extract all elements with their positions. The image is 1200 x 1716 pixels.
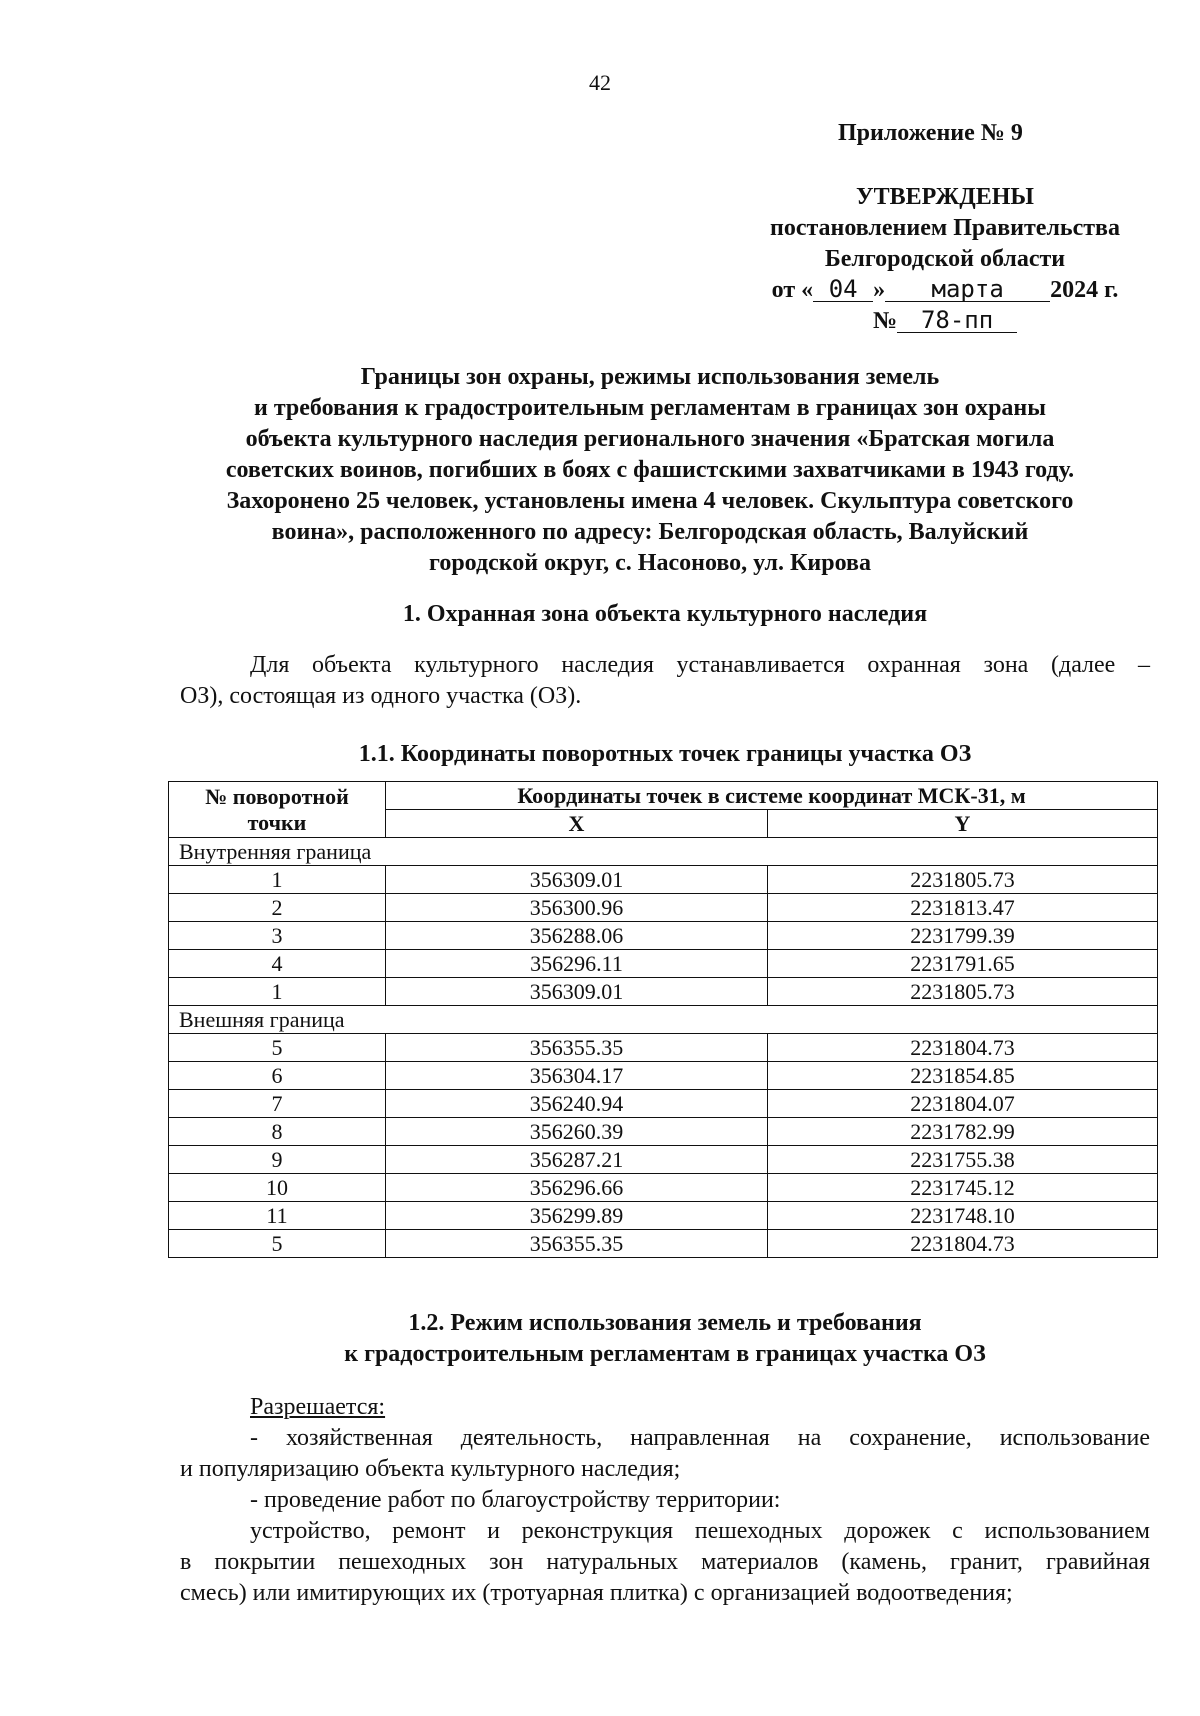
outer-boundary-label: Внешняя граница: [169, 1006, 1158, 1034]
heading-line: 1.2. Режим использования земель и требования: [408, 1310, 922, 1336]
header-coordinates: Координаты точек в системе координат МСК-31, м: [386, 782, 1158, 810]
section-1-heading: 1. Охранная зона объекта культурного наследия: [402, 601, 928, 627]
date-year: 2024 г.: [1050, 277, 1119, 303]
approval-heading: УТВЕРЖДЕНЫ: [856, 184, 1034, 210]
list-item-continuation: смесь) или имитирующих их (тротуарная плитка) с организацией водоотведения;: [180, 1580, 1013, 1606]
table-row: 6 356304.17 2231854.85: [169, 1062, 1158, 1090]
section-1-1-heading: 1.1. Координаты поворотных точек границы участка ОЗ: [358, 741, 972, 767]
table-row: 2 356300.96 2231813.47: [169, 894, 1158, 922]
section-1-2-body: [180, 1392, 1150, 1609]
inner-boundary-label: Внутренняя граница: [169, 838, 1158, 866]
table-row: 5 356355.35 2231804.73: [169, 1034, 1158, 1062]
table-row: 1 356309.01 2231805.73: [169, 866, 1158, 894]
approval-date: [700, 275, 1190, 306]
list-item-continuation: в покрытии пешеходных зон натуральных материалов (камень, гранит, гравийная: [180, 1549, 1150, 1575]
table-row: 11 356299.89 2231748.10: [169, 1202, 1158, 1230]
coordinates-table: [168, 781, 1158, 1258]
document-title: [150, 362, 1150, 579]
title-line: и требования к градостроительным регламентам в границах зон охраны: [254, 395, 1046, 421]
table-row: 5 356355.35 2231804.73: [169, 1230, 1158, 1258]
header-x: X: [386, 810, 768, 838]
section-1-paragraph: [180, 650, 1150, 712]
heading-line: к градостроительным регламентам в границах участка ОЗ: [344, 1341, 986, 1367]
number-value: 78-пп: [897, 308, 1017, 333]
allowed-label: Разрешается:: [250, 1394, 386, 1420]
table-row: 7 356240.94 2231804.07: [169, 1090, 1158, 1118]
list-item-continuation: и популяризацию объекта культурного наследия;: [180, 1456, 681, 1482]
paragraph-line: ОЗ), состоящая из одного участка (ОЗ).: [180, 683, 582, 709]
appendix-label: Приложение № 9: [838, 120, 1023, 146]
table-row: 8 356260.39 2231782.99: [169, 1118, 1158, 1146]
header-point-number: № поворотной точки: [169, 782, 386, 838]
approval-line-1: постановлением Правительства: [769, 215, 1120, 241]
table-row: 3 356288.06 2231799.39: [169, 922, 1158, 950]
title-line: советских воинов, погибших в боях с фашистскими захватчиками в 1943 году.: [225, 457, 1075, 483]
paragraph-line: Для объекта культурного наследия устанавливается охранная зона (далее –: [250, 652, 1150, 678]
list-item: - хозяйственная деятельность, направленная на сохранение, использование: [250, 1425, 1150, 1451]
number-prefix: №: [872, 308, 898, 334]
date-prefix: от «: [771, 277, 814, 303]
list-item: - проведение работ по благоустройству территории:: [250, 1487, 781, 1513]
header-y: Y: [768, 810, 1158, 838]
title-line: Границы зон охраны, режимы использования земель: [360, 364, 940, 390]
table-row: 9 356287.21 2231755.38: [169, 1146, 1158, 1174]
approval-number: [700, 306, 1190, 337]
title-line: воина», расположенного по адресу: Белгородская область, Валуйский: [271, 519, 1029, 545]
table-row: 10 356296.66 2231745.12: [169, 1174, 1158, 1202]
table-row: 1 356309.01 2231805.73: [169, 978, 1158, 1006]
date-mid: »: [873, 277, 886, 303]
date-day: 04: [813, 277, 873, 302]
title-line: Захоронено 25 человек, установлены имена 4 человек. Скульптура советского: [226, 488, 1074, 514]
page-number: 42: [589, 70, 611, 95]
table-row: 4 356296.11 2231791.65: [169, 950, 1158, 978]
approval-block: [700, 182, 1190, 337]
approval-line-2: Белгородской области: [824, 246, 1066, 272]
section-1-2-heading: [0, 1308, 1200, 1370]
title-line: городской округ, с. Насоново, ул. Кирова: [429, 550, 871, 576]
list-item: устройство, ремонт и реконструкция пешеходных дорожек с использованием: [250, 1518, 1150, 1544]
date-month: марта: [885, 277, 1050, 302]
title-line: объекта культурного наследия регионального значения «Братская могила: [245, 426, 1055, 452]
